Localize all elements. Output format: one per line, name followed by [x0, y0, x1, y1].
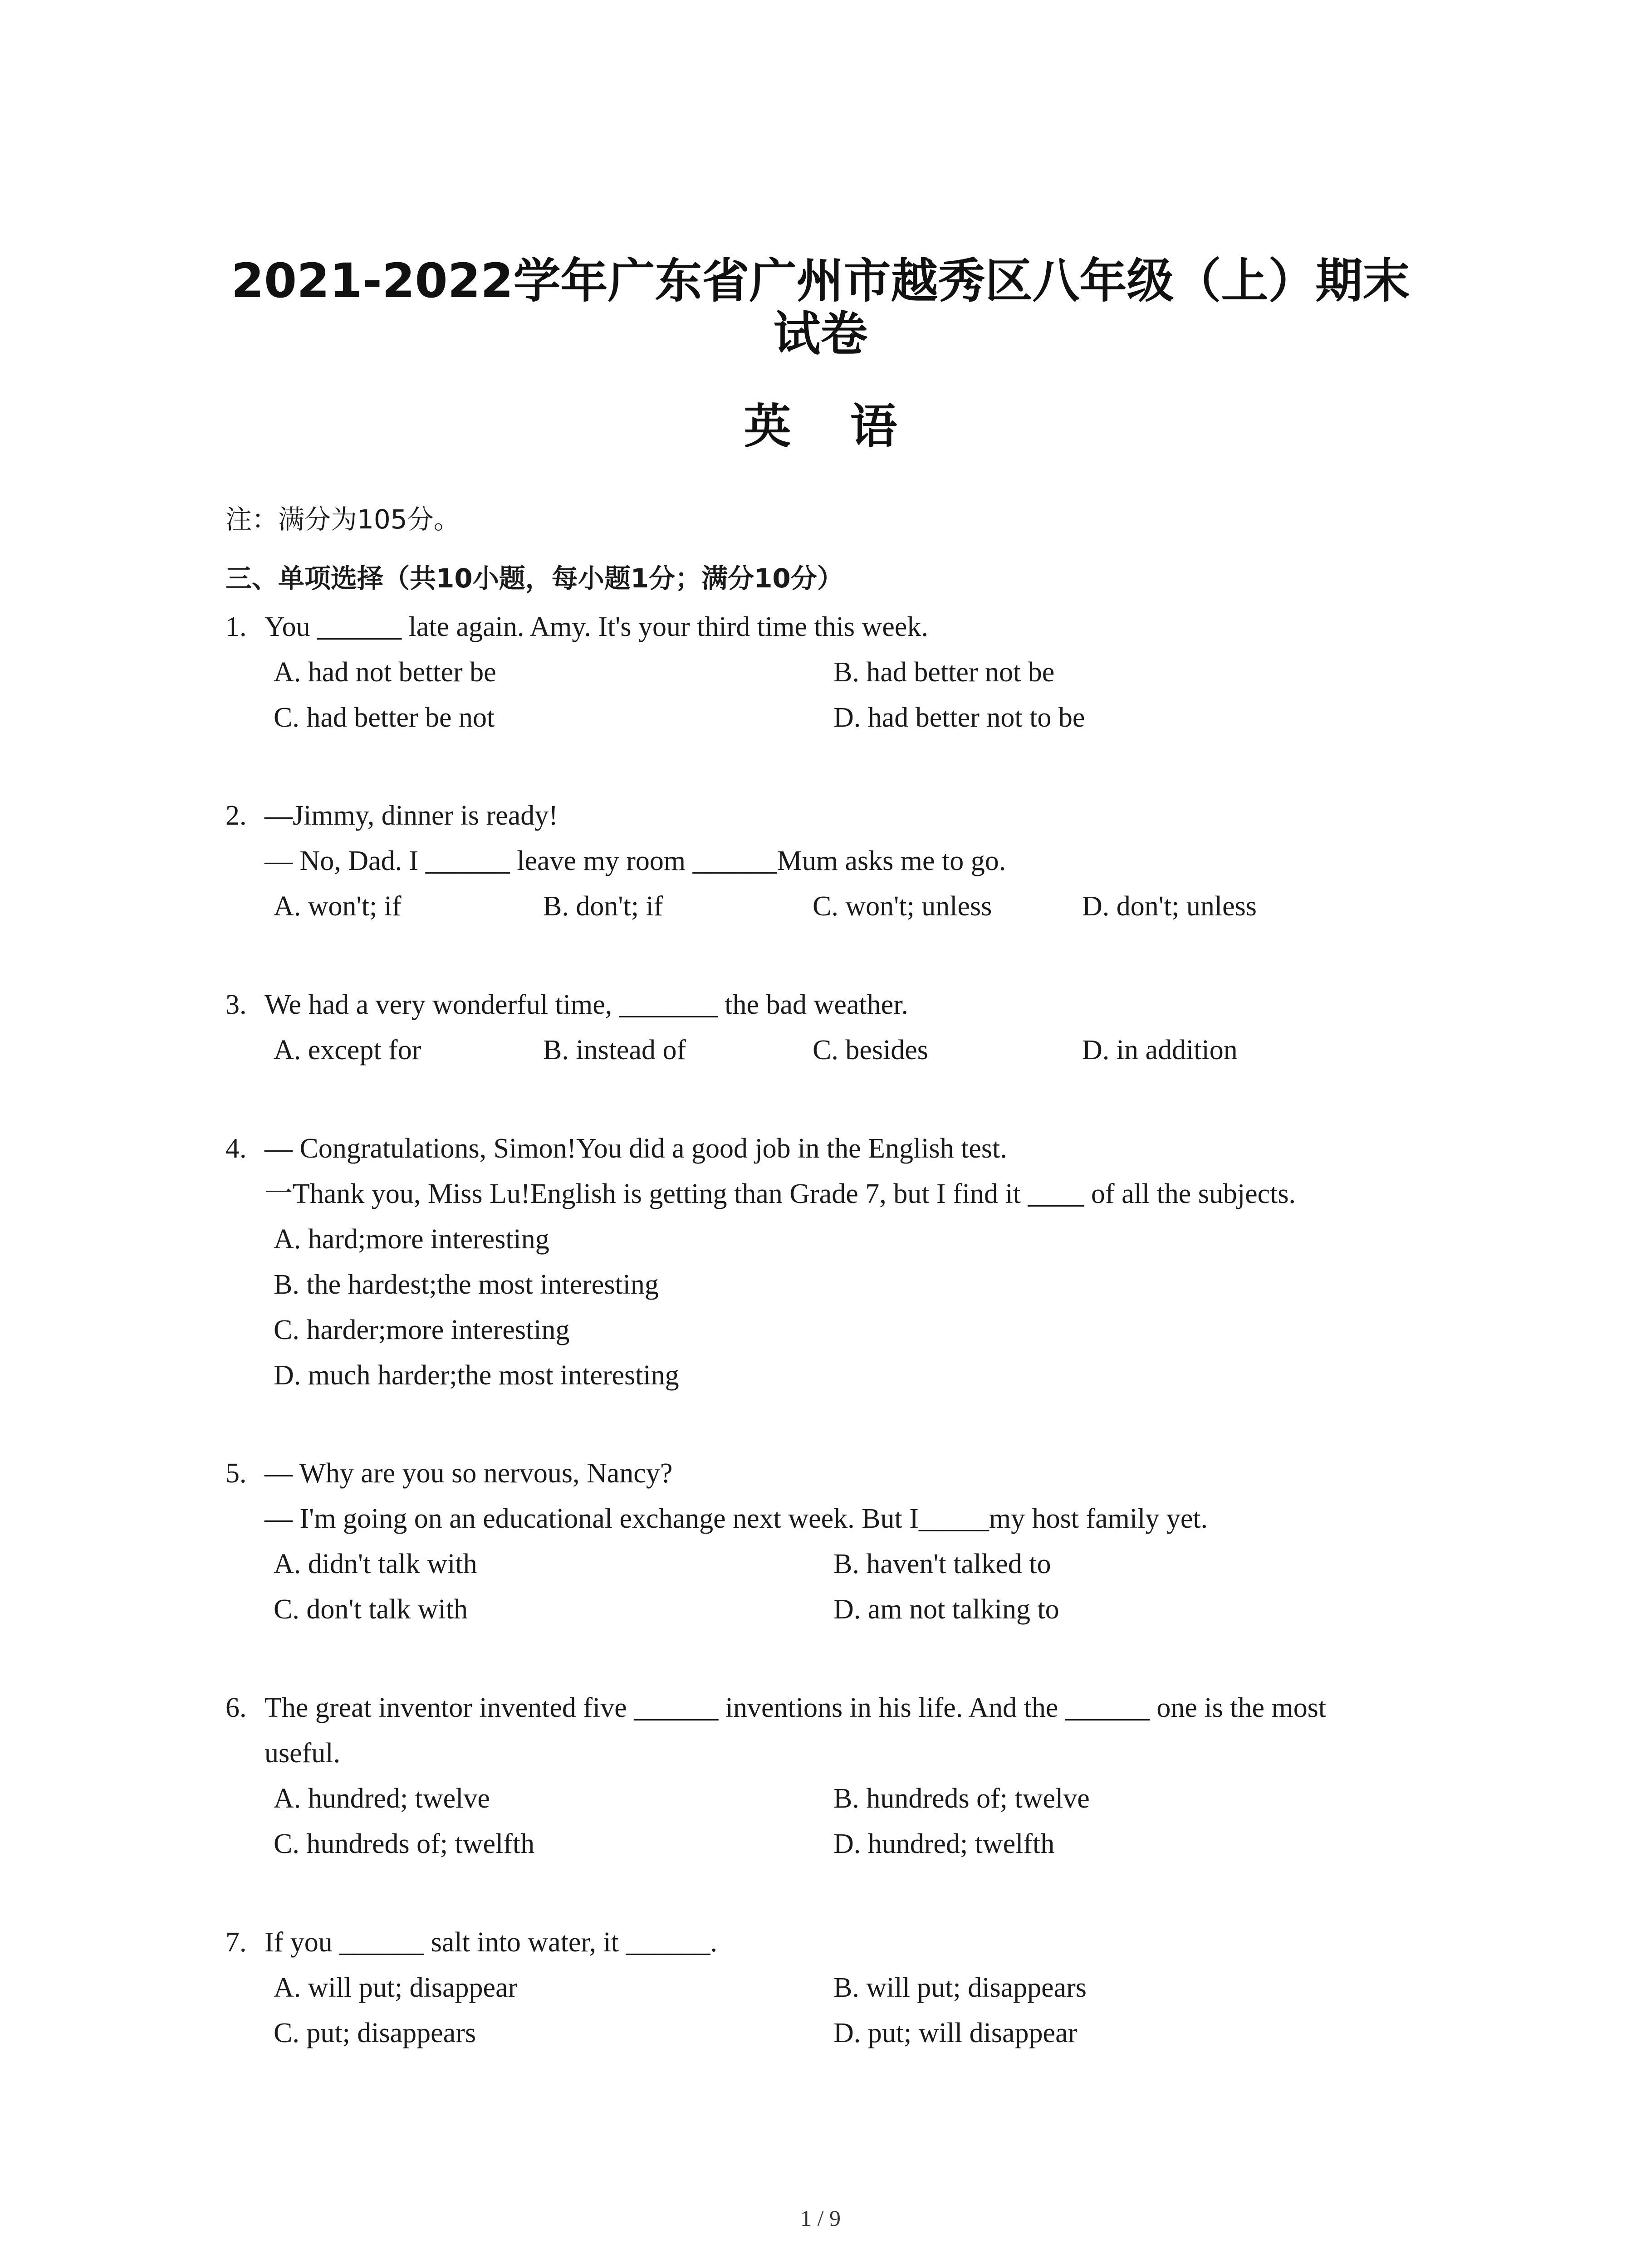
- option-a: A. except for: [274, 1035, 421, 1066]
- option-a: A. hard;more interesting: [274, 1224, 549, 1255]
- question-text: The great inventor invented five ______ inventions in his life. And the ______ one is the most: [265, 1692, 1327, 1723]
- option-d: D. put; will disappear: [833, 2018, 1078, 2048]
- question-number: 6.: [225, 1692, 247, 1723]
- question-number: 4.: [225, 1133, 247, 1164]
- option-b: B. the hardest;the most interesting: [274, 1269, 659, 1300]
- option-c: C. had better be not: [274, 702, 495, 733]
- subject-heading: 英语: [744, 399, 956, 454]
- option-b: B. instead of: [543, 1035, 686, 1066]
- option-a: A. will put; disappear: [274, 1972, 518, 2003]
- option-b: B. will put; disappears: [833, 1972, 1087, 2003]
- option-a: A. had not better be: [274, 657, 496, 688]
- option-a: A. didn't talk with: [274, 1549, 477, 1579]
- question-text: We had a very wonderful time, _______ the bad weather.: [265, 989, 908, 1020]
- question-text: — Why are you so nervous, Nancy?: [265, 1458, 673, 1489]
- option-d: D. in addition: [1082, 1035, 1238, 1066]
- option-d: D. hundred; twelfth: [833, 1828, 1055, 1859]
- question-text: 一Thank you, Miss Lu!English is getting than Grade 7, but I find it ____ of all the subjects.: [265, 1178, 1296, 1209]
- option-d: D. don't; unless: [1082, 891, 1257, 922]
- option-c: C. put; disappears: [274, 2018, 476, 2048]
- question-number: 1.: [225, 611, 247, 642]
- page-title-line-1: 2021-2022学年广东省广州市越秀区八年级（上）期末: [231, 253, 1410, 308]
- option-a: A. won't; if: [274, 891, 402, 922]
- option-b: B. hundreds of; twelve: [833, 1783, 1090, 1814]
- question-text: — I'm going on an educational exchange next week. But I_____my host family yet.: [265, 1503, 1208, 1534]
- question-number: 7.: [225, 1927, 247, 1958]
- option-b: B. don't; if: [543, 891, 663, 922]
- question-number: 2.: [225, 800, 247, 831]
- question-text: You ______ late again. Amy. It's your third time this week.: [265, 611, 928, 642]
- page-number: 1 / 9: [800, 2205, 841, 2231]
- question-text: If you ______ salt into water, it ______.: [265, 1927, 717, 1958]
- option-d: D. much harder;the most interesting: [274, 1360, 679, 1391]
- question-text: —Jimmy, dinner is ready!: [265, 800, 558, 831]
- question-text: useful.: [265, 1738, 341, 1769]
- question-number: 3.: [225, 989, 247, 1020]
- option-c: C. besides: [813, 1035, 928, 1066]
- option-c: C. don't talk with: [274, 1594, 468, 1625]
- page-title-line-2: 试卷: [773, 306, 868, 362]
- option-a: A. hundred; twelve: [274, 1783, 490, 1814]
- option-c: C. hundreds of; twelfth: [274, 1828, 535, 1859]
- section-heading: 三、单项选择（共10小题，每小题1分；满分10分）: [225, 563, 843, 594]
- option-b: B. haven't talked to: [833, 1549, 1051, 1579]
- question-number: 5.: [225, 1458, 247, 1489]
- question-text: — Congratulations, Simon!You did a good job in the English test.: [265, 1133, 1007, 1164]
- option-d: D. am not talking to: [833, 1594, 1059, 1625]
- option-c: C. won't; unless: [813, 891, 992, 922]
- option-c: C. harder;more interesting: [274, 1315, 570, 1345]
- question-text: — No, Dad. I ______ leave my room ______Mum asks me to go.: [265, 846, 1006, 876]
- option-b: B. had better not be: [833, 657, 1055, 688]
- option-d: D. had better not to be: [833, 702, 1085, 733]
- score-note: 注：满分为105分。: [225, 504, 460, 535]
